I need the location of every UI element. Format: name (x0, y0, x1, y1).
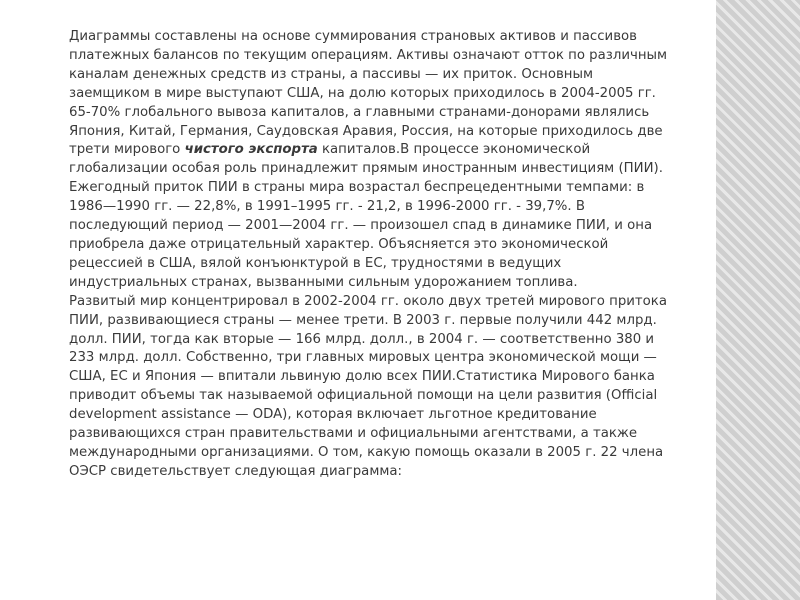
body-text (69, 28, 674, 482)
paragraph-capital-flows: Диаграммы составлены на основе суммирования страновых активов и пассивов платежных балансов по текущим операциям. Активы означают отток по различным каналам денежных средств из страны, а пассивы — их приток. Основным заемщиком в мире выступают США, на долю которых приходилось в 2004-2005 гг. 65-70% глобального вывоза капиталов, а главными странами-донорами являлись Япония, Китай, Германия, Саудовская Аравия, Россия, на которые приходилось две трети мирового (69, 29, 668, 158)
paragraph-fdi: В процессе экономической глобализации особая роль принадлежит прямым иностранным инвестициям (ПИИ). Ежегодный приток ПИИ в страны мира возрастал беспрецедентными темпами: в 1986—1990 гг. — 22,8%, в 1991–1995 гг. - 21,2, в 1996-2000 гг. - 39,7%. В последующий период — 2001—2004 гг. — произошел спад в динамике ПИИ, и она приобрела даже отрицательный характер. Объясняется это экономической рецессией в США, вялой конъюнктурой в ЕС, трудностями в ведущих индустриальных странах, вызванными сильным удорожанием топлива. (69, 142, 663, 290)
decorative-stripe (716, 0, 800, 600)
emphasis-net-export: чистого экспорта (184, 142, 318, 158)
paragraph-capital-end: капиталов. (322, 142, 401, 158)
paragraph-world-bank: Статистика Мирового банка приводит объемы так называемой официальной помощи на цели развития (Official development assistance — ODA), которая включает льготное кредитование развивающихся стран правительствами и официальными агентствами, а также международными организациями. О том, какую помощь оказали в 2005 г. 22 члена ОЭСР свидетельствует следующая диаграмма: (69, 369, 664, 479)
paragraph-developed-world: Развитый мир концентрировал в 2002-2004 гг. около двух третей мирового притока ПИИ, развивающиеся страны — менее трети. В 2003 г. первые получили 442 млрд. долл. ПИИ, тогда как вторые — 166 млрд. долл., в 2004 г. — соответственно 380 и 233 млрд. долл. Собственно, три главных мировых центра экономической мощи — США, ЕС и Япония — впитали львиную долю всех ПИИ. (69, 293, 667, 385)
